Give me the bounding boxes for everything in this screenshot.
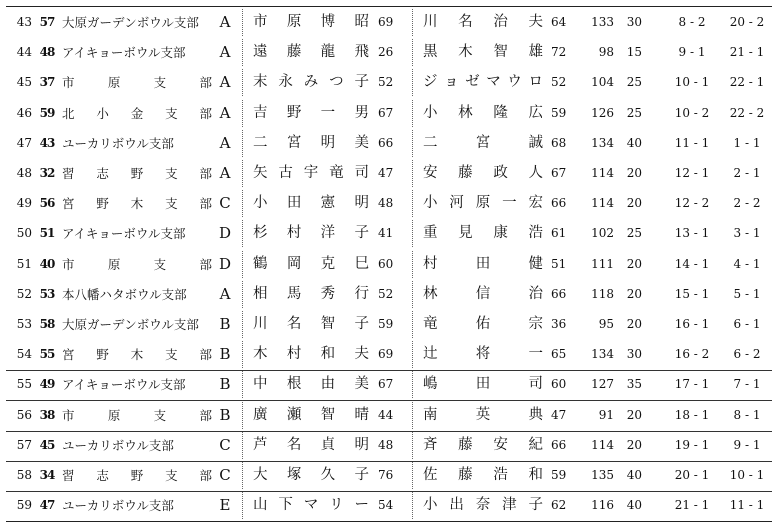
dotted-divider (412, 492, 414, 519)
score-total: 102 (591, 226, 614, 241)
handicap: 40 (626, 498, 642, 513)
player1-age: 59 (378, 317, 394, 331)
lane-number: 53 (39, 286, 55, 301)
player2-name: 重 見 康 浩 (423, 225, 543, 242)
game-assignment-a: 21 - 1 (674, 498, 710, 513)
grade-letter: A (219, 13, 231, 31)
player1-name: 中 根 由 美 (253, 376, 369, 393)
grade-letter: A (219, 103, 231, 122)
handicap: 20 (626, 407, 642, 422)
player1-age: 76 (378, 468, 394, 482)
handicap: 20 (626, 256, 642, 271)
dotted-divider (242, 160, 244, 187)
player1-age: 48 (378, 437, 394, 452)
dotted-divider (412, 9, 414, 36)
game-assignment-a: 19 - 1 (674, 437, 710, 452)
grade-letter: B (219, 345, 231, 364)
player1-name: 大 塚 久 子 (253, 467, 369, 483)
player1-age: 69 (378, 347, 394, 362)
player1-age: 60 (378, 256, 394, 271)
dotted-divider (412, 432, 414, 459)
table-row (6, 7, 772, 38)
player1-age: 48 (378, 196, 394, 211)
dotted-divider (242, 9, 244, 36)
dotted-divider (242, 492, 244, 519)
club-name: 市 原 支 部 (62, 407, 212, 423)
lane-number: 55 (39, 347, 55, 362)
grade-letter: C (219, 194, 231, 213)
entry-number: 59 (16, 498, 32, 513)
score-total: 104 (591, 75, 614, 90)
entry-number: 54 (16, 347, 32, 362)
player2-name: 竜 佑 宗 (423, 316, 543, 332)
player2-name: 小 林 隆 広 (423, 104, 543, 121)
dotted-divider (242, 341, 244, 368)
score-total: 116 (591, 498, 614, 513)
dotted-divider (242, 462, 244, 489)
grade-letter: A (219, 164, 231, 182)
dotted-divider (242, 220, 244, 247)
table-row (6, 339, 772, 371)
table-row (6, 279, 772, 310)
game-assignment-b: 22 - 1 (729, 75, 765, 90)
table-row (6, 460, 772, 492)
entry-number: 45 (16, 75, 32, 90)
club-name: アイキョーボウル支部 (62, 45, 186, 61)
club-name: 宮 野 木 支 部 (62, 196, 212, 212)
handicap: 20 (626, 286, 642, 301)
club-name: 本八幡ハタボウル支部 (62, 286, 187, 302)
entry-number: 53 (16, 317, 32, 331)
table-row (6, 37, 772, 68)
score-total: 95 (598, 317, 614, 331)
score-total: 127 (591, 377, 614, 392)
dotted-divider (242, 100, 244, 127)
game-assignment-a: 11 - 1 (674, 135, 710, 150)
handicap: 25 (626, 75, 642, 90)
club-name: 北 小 金 支 部 (62, 105, 212, 121)
player1-age: 69 (378, 15, 394, 29)
player2-age: 66 (551, 196, 567, 211)
game-assignment-b: 20 - 2 (729, 15, 765, 29)
game-assignment-b: 22 - 2 (729, 105, 765, 120)
game-assignment-a: 16 - 1 (674, 317, 710, 331)
game-assignment-b: 6 - 1 (733, 317, 761, 331)
player1-name: 鶴 岡 克 巳 (253, 255, 369, 272)
game-assignment-b: 2 - 2 (733, 196, 761, 211)
game-assignment-a: 16 - 2 (674, 347, 710, 362)
player2-name: 小 出 奈 津 子 (423, 497, 543, 514)
club-name: ユーカリボウル支部 (62, 498, 174, 514)
entry-number: 46 (16, 105, 32, 120)
dotted-divider (412, 251, 414, 278)
score-total: 118 (591, 286, 614, 301)
grade-letter: A (219, 133, 231, 152)
player2-age: 51 (551, 256, 567, 271)
game-assignment-a: 13 - 1 (674, 226, 710, 241)
entry-number: 56 (16, 407, 32, 422)
player2-name: 斉 藤 安 紀 (423, 436, 543, 453)
dotted-divider (412, 69, 414, 96)
handicap: 15 (626, 45, 642, 60)
player1-name: 相 馬 秀 行 (253, 285, 369, 302)
player2-age: 64 (551, 15, 567, 29)
table-row (6, 249, 772, 280)
player2-age: 61 (551, 226, 567, 241)
player1-name: 杉 村 洋 子 (253, 225, 369, 242)
table-row (6, 98, 772, 129)
dotted-divider (242, 311, 244, 338)
lane-number: 49 (39, 377, 55, 392)
score-total: 135 (591, 468, 614, 482)
lane-number: 37 (39, 75, 55, 90)
grade-letter: A (219, 284, 231, 303)
game-assignment-b: 3 - 1 (733, 226, 761, 241)
player2-age: 36 (551, 317, 567, 331)
player1-age: 52 (378, 286, 394, 301)
grade-letter: E (219, 496, 231, 515)
handicap: 40 (626, 135, 642, 150)
handicap: 25 (626, 105, 642, 120)
game-assignment-b: 7 - 1 (733, 377, 761, 392)
score-total: 133 (591, 15, 614, 29)
table-row (6, 430, 772, 462)
player2-age: 67 (551, 166, 567, 180)
table-row (6, 218, 772, 249)
player2-age: 66 (551, 286, 567, 301)
entry-number: 57 (16, 437, 32, 452)
game-assignment-a: 18 - 1 (674, 407, 710, 422)
player1-name: 川 名 智 子 (253, 316, 369, 332)
player1-age: 67 (378, 377, 394, 392)
dotted-divider (242, 130, 244, 157)
club-name: 大原ガーデンボウル支部 (62, 317, 199, 332)
table-row (6, 490, 772, 521)
player1-age: 47 (378, 166, 394, 180)
player1-name: 山 下 マ リ ー (253, 497, 369, 514)
game-assignment-a: 10 - 2 (674, 105, 710, 120)
dotted-divider (412, 130, 414, 157)
handicap: 20 (626, 196, 642, 211)
grade-letter: D (218, 254, 232, 273)
player1-name: 芦 名 貞 明 (253, 436, 369, 453)
table-row (6, 67, 772, 98)
entry-number: 49 (16, 196, 32, 211)
player1-name: 木 村 和 夫 (253, 346, 369, 363)
game-assignment-b: 5 - 1 (733, 286, 761, 301)
grade-letter: C (219, 466, 231, 484)
player1-age: 52 (378, 75, 394, 90)
player1-name: 末 永 み つ 子 (253, 74, 369, 91)
lane-number: 45 (39, 437, 55, 452)
lane-number: 59 (39, 105, 55, 120)
player2-name: 林 信 治 (423, 285, 543, 302)
club-name: 市 原 支 部 (62, 256, 212, 272)
grade-letter: B (219, 375, 231, 394)
player2-name: 佐 藤 浩 和 (423, 467, 543, 483)
player1-name: 矢 古 宇 竜 司 (253, 165, 369, 181)
player2-name: 安 藤 政 人 (423, 165, 543, 181)
score-total: 114 (591, 437, 614, 452)
dotted-divider (412, 281, 414, 308)
game-assignment-a: 8 - 2 (678, 15, 706, 29)
player2-age: 60 (551, 377, 567, 392)
game-assignment-b: 4 - 1 (733, 256, 761, 271)
game-assignment-b: 10 - 1 (729, 468, 765, 482)
player2-age: 65 (551, 347, 567, 362)
player1-age: 41 (378, 226, 394, 241)
handicap: 25 (626, 226, 642, 241)
score-total: 111 (591, 256, 614, 271)
entry-number: 50 (16, 226, 32, 241)
dotted-divider (242, 371, 244, 398)
game-assignment-a: 14 - 1 (674, 256, 710, 271)
score-total: 98 (598, 45, 614, 60)
grade-letter: C (219, 435, 231, 454)
player1-name: 小 田 憲 明 (253, 195, 369, 212)
dotted-divider (242, 281, 244, 308)
handicap: 20 (626, 437, 642, 452)
table-row (6, 369, 772, 401)
player2-name: 辻 将 一 (423, 346, 543, 363)
handicap: 20 (626, 317, 642, 331)
entry-number: 43 (16, 15, 32, 29)
table-row (6, 158, 772, 189)
dotted-divider (412, 160, 414, 187)
game-assignment-a: 15 - 1 (674, 286, 710, 301)
dotted-divider (412, 371, 414, 398)
dotted-divider (412, 190, 414, 217)
player2-name: 川 名 治 夫 (423, 14, 543, 30)
lane-number: 34 (39, 468, 55, 482)
grade-letter: A (219, 73, 231, 92)
club-name: 習 志 野 支 部 (62, 166, 212, 181)
game-assignment-a: 12 - 2 (674, 196, 710, 211)
game-assignment-a: 9 - 1 (678, 45, 706, 60)
dotted-divider (412, 311, 414, 338)
table-row (6, 309, 772, 340)
lane-number: 58 (39, 317, 55, 331)
game-assignment-b: 11 - 1 (729, 498, 765, 513)
entry-number: 47 (16, 135, 32, 150)
player1-name: 二 宮 明 美 (253, 134, 369, 151)
player2-name: 嶋 田 司 (423, 376, 543, 393)
game-assignment-b: 21 - 1 (729, 45, 765, 60)
dotted-divider (242, 402, 244, 429)
game-assignment-b: 9 - 1 (733, 437, 761, 452)
club-name: 習 志 野 支 部 (62, 468, 212, 483)
club-name: ユーカリボウル支部 (62, 135, 174, 151)
player1-age: 44 (378, 407, 394, 422)
game-assignment-a: 12 - 1 (674, 166, 710, 180)
score-total: 126 (591, 105, 614, 120)
grade-letter: A (219, 43, 231, 62)
game-assignment-b: 8 - 1 (733, 407, 761, 422)
dotted-divider (242, 251, 244, 278)
player1-age: 67 (378, 105, 394, 120)
lane-number: 57 (39, 15, 55, 29)
lane-number: 51 (39, 226, 55, 241)
player1-age: 54 (378, 498, 394, 513)
entry-number: 58 (16, 468, 32, 482)
lane-number: 43 (39, 135, 55, 150)
dotted-divider (412, 341, 414, 368)
entry-number: 44 (16, 45, 32, 60)
dotted-divider (242, 432, 244, 459)
lane-number: 48 (39, 45, 55, 60)
game-assignment-b: 1 - 1 (733, 135, 761, 150)
player2-name: ジ ョ ゼ マ ウ ロ (423, 74, 543, 91)
game-assignment-a: 20 - 1 (674, 468, 710, 482)
table-row (6, 128, 772, 159)
player2-age: 72 (551, 45, 567, 60)
player1-name: 吉 野 一 男 (253, 104, 369, 121)
player2-age: 47 (551, 407, 567, 422)
club-name: ユーカリボウル支部 (62, 437, 174, 453)
player2-age: 52 (551, 75, 567, 90)
game-assignment-a: 17 - 1 (674, 377, 710, 392)
player2-age: 59 (551, 105, 567, 120)
table-row (6, 400, 772, 432)
club-name: アイキョーボウル支部 (62, 377, 186, 393)
dotted-divider (412, 402, 414, 429)
club-name: 市 原 支 部 (62, 75, 212, 91)
player2-age: 68 (551, 135, 567, 150)
club-name: 大原ガーデンボウル支部 (62, 15, 199, 30)
lane-number: 38 (39, 407, 55, 422)
club-name: アイキョーボウル支部 (62, 226, 186, 242)
lane-number: 56 (39, 196, 55, 211)
handicap: 40 (626, 468, 642, 482)
grade-letter: B (219, 315, 231, 333)
club-name: 宮 野 木 支 部 (62, 347, 212, 363)
player1-age: 26 (378, 45, 394, 60)
player1-name: 遠 藤 龍 飛 (253, 44, 369, 61)
dotted-divider (412, 462, 414, 489)
score-total: 114 (591, 166, 614, 180)
lane-number: 40 (39, 256, 55, 271)
dotted-divider (242, 39, 244, 66)
grade-letter: D (218, 224, 232, 243)
player2-name: 南 英 典 (423, 406, 543, 423)
game-assignment-a: 10 - 1 (674, 75, 710, 90)
player2-name: 村 田 健 (423, 255, 543, 272)
player1-name: 市 原 博 昭 (253, 14, 369, 30)
player2-age: 62 (551, 498, 567, 513)
handicap: 30 (626, 15, 642, 29)
player2-name: 黒 木 智 雄 (423, 44, 543, 61)
game-assignment-b: 2 - 1 (733, 166, 761, 180)
lane-number: 47 (39, 498, 55, 513)
score-total: 134 (591, 135, 614, 150)
entry-number: 52 (16, 286, 32, 301)
dotted-divider (412, 39, 414, 66)
score-total: 91 (598, 407, 614, 422)
entry-number: 51 (16, 256, 32, 271)
grade-letter: B (219, 405, 231, 424)
handicap: 30 (626, 347, 642, 362)
entry-number: 55 (16, 377, 32, 392)
game-assignment-b: 6 - 2 (733, 347, 761, 362)
player2-age: 66 (551, 437, 567, 452)
dotted-divider (242, 69, 244, 96)
entry-number: 48 (16, 166, 32, 180)
table-row (6, 188, 772, 219)
player2-name: 二 宮 誠 (423, 134, 543, 151)
player1-name: 廣 瀬 智 晴 (253, 406, 369, 423)
player2-age: 59 (551, 468, 567, 482)
lane-number: 32 (39, 166, 55, 180)
dotted-divider (242, 190, 244, 217)
score-total: 114 (591, 196, 614, 211)
player1-age: 66 (378, 135, 394, 150)
score-total: 134 (591, 347, 614, 362)
player2-name: 小 河 原 一 宏 (423, 195, 543, 212)
dotted-divider (412, 220, 414, 247)
handicap: 35 (626, 377, 642, 392)
pairing-table (6, 6, 772, 522)
dotted-divider (412, 100, 414, 127)
handicap: 20 (626, 166, 642, 180)
